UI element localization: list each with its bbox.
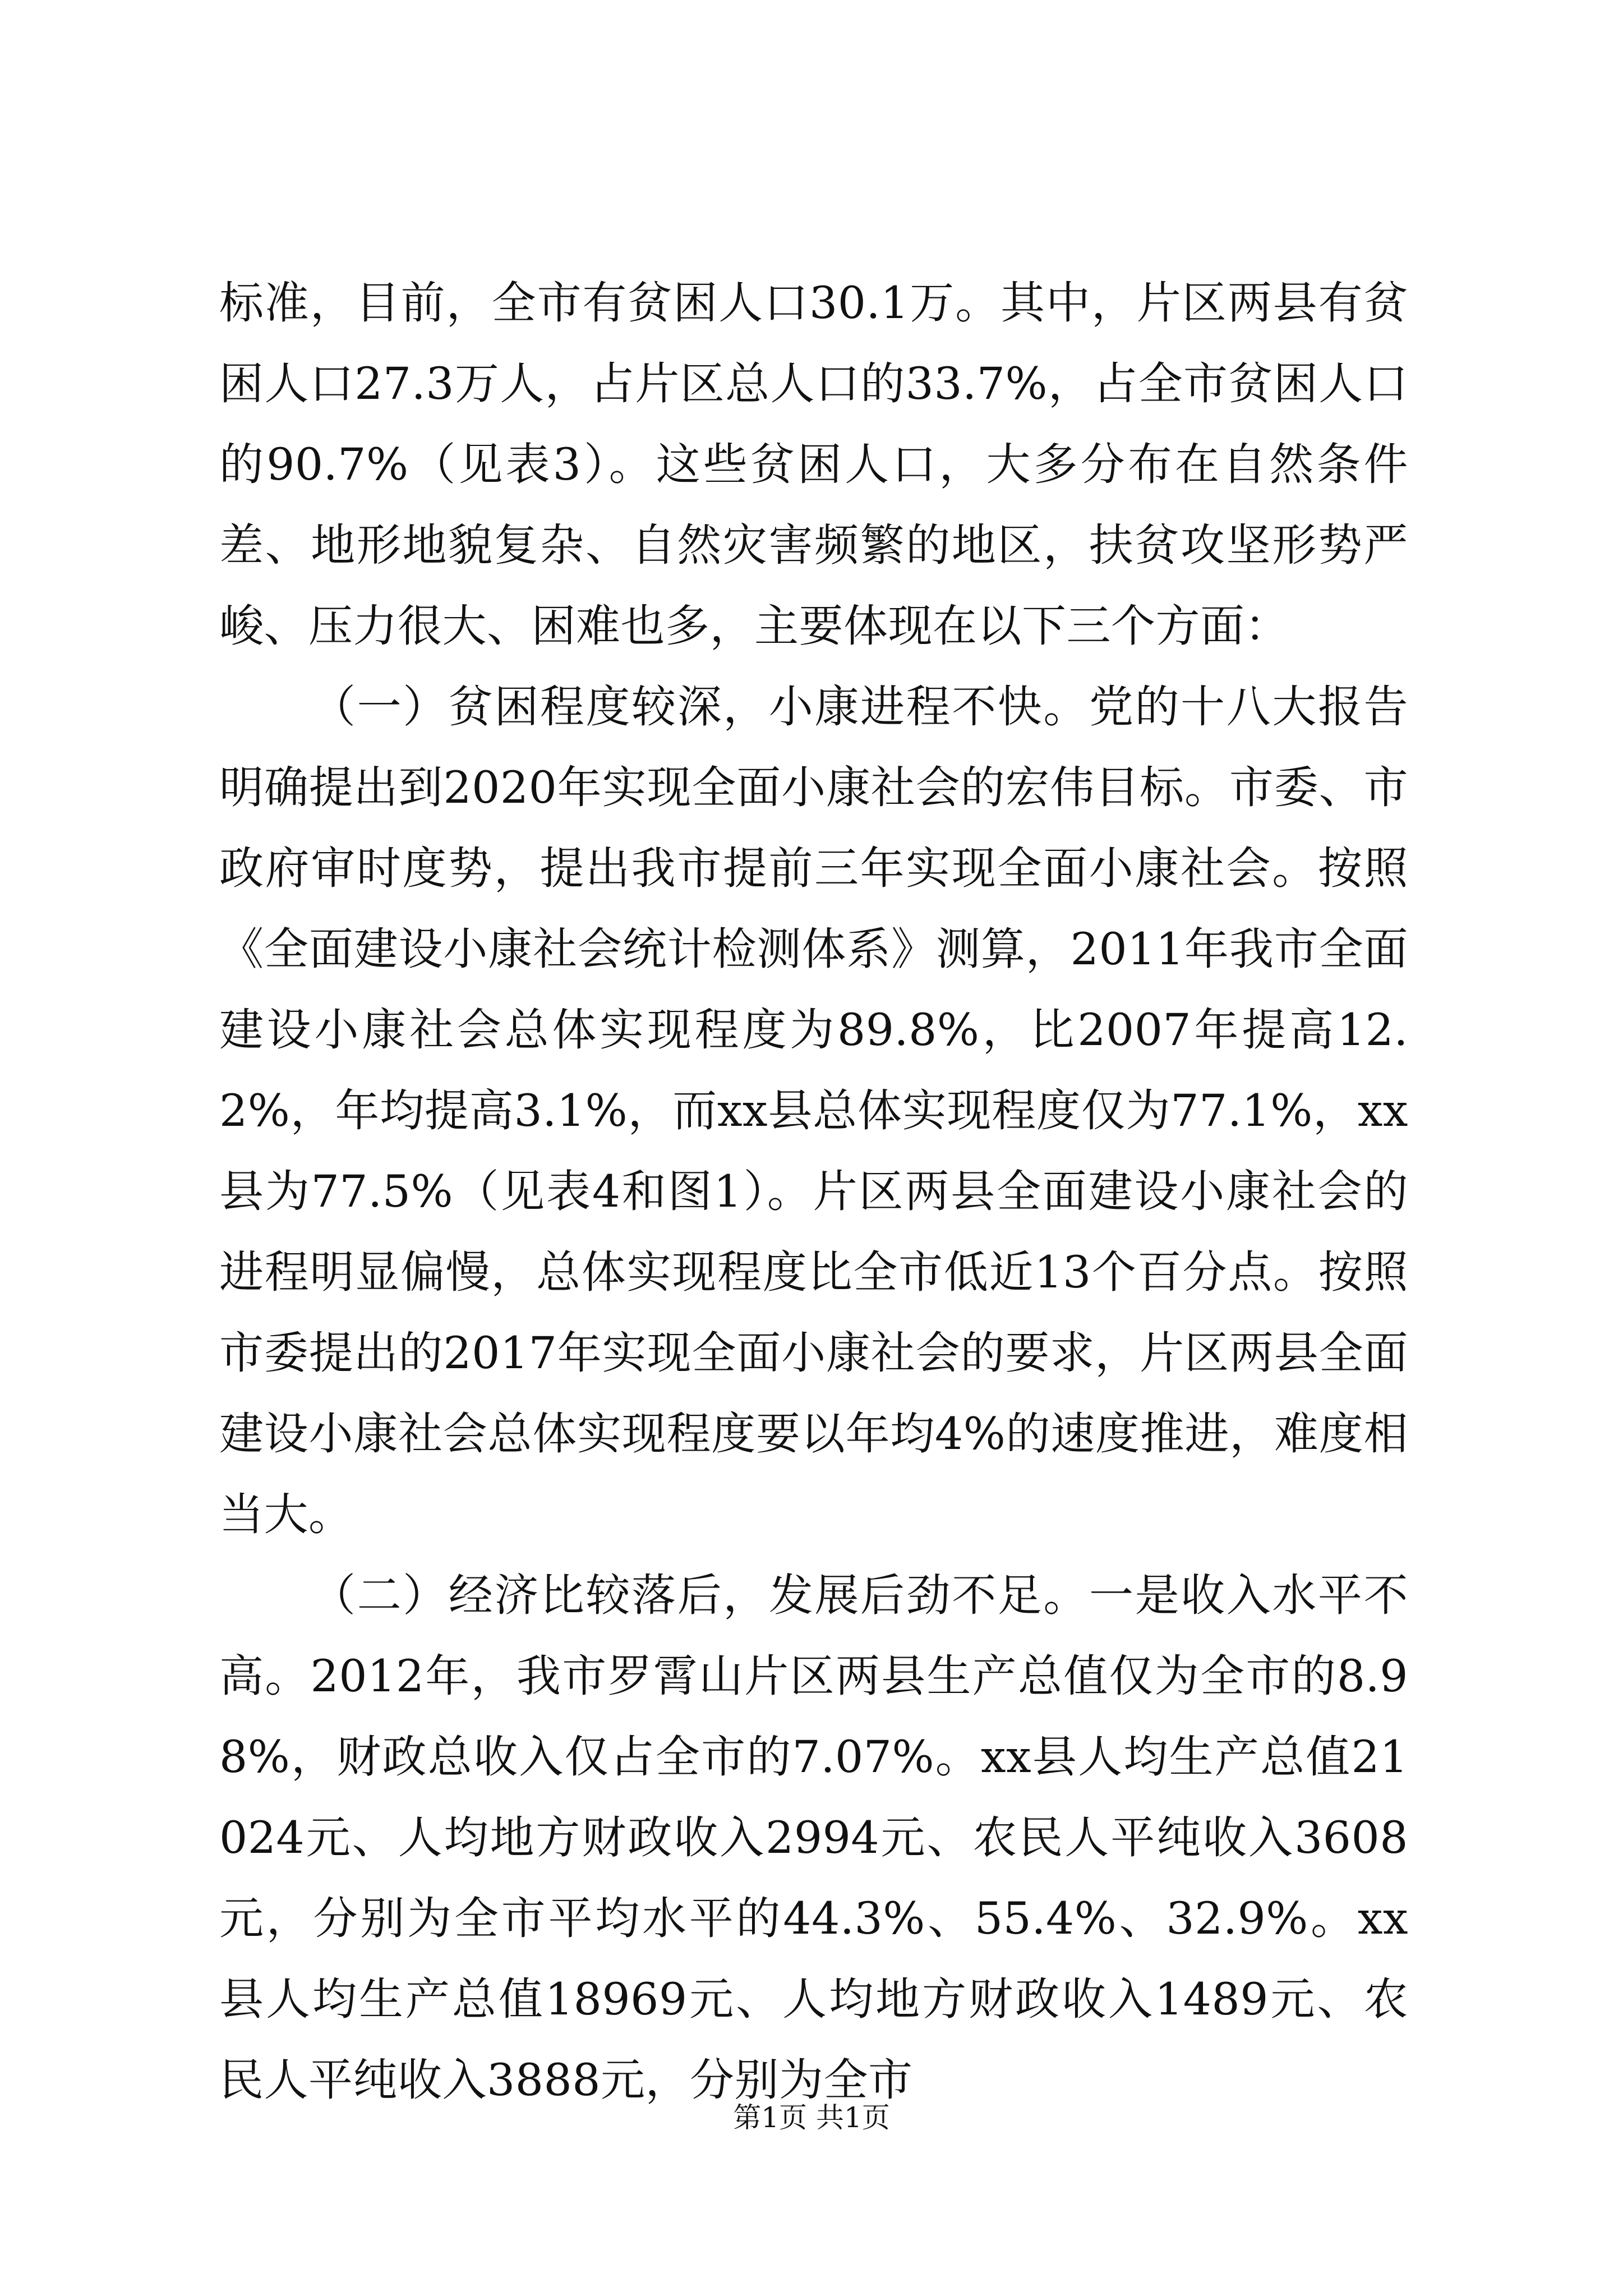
paragraph-section-one: （一）贫困程度较深，小康进程不快。党的十八大报告明确提出到2020年实现全面小康社会的宏伟目标。市委、市政府审时度势，提出我市提前三年实现全面小康社会。按照《全面建设小康社会统计检测体系》测算，2011年我市全面建设小康社会总体实现程度为89.8%，比2007年提高12.2%，年均提高3.1%，而xx县总体实现程度仅为77.1%，xx县为77.5%（见表4和图1）。片区两县全面建设小康社会的进程明显偏慢，总体实现程度比全市低近13个百分点。按照市委提出的2017年实现全面小康社会的要求，片区两县全面建设小康社会总体实现程度要以年均4%的速度推进，难度相当大。 xyxy=(219,681,1408,1540)
document-body xyxy=(219,263,1408,2120)
paragraph-section-two: （二）经济比较落后，发展后劲不足。一是收入水平不高。2012年，我市罗霄山片区两县生产总值仅为全市的8.98%，财政总收入仅占全市的7.07%。xx县人均生产总值21024元、人均地方财政收入2994元、农民人平纯收入3608元，分别为全市平均水平的44.3%、55.4%、32.9%。xx县人均生产总值18969元、人均地方财政收入1489元、农民人平纯收入3888元，分别为全市 xyxy=(219,1570,1408,2106)
paragraph-poverty-overview: 标准，目前，全市有贫困人口30.1万。其中，片区两县有贫困人口27.3万人，占片区总人口的33.7%，占全市贫困人口的90.7%（见表3）。这些贫困人口，大多分布在自然条件差、地形地貌复杂、自然灾害频繁的地区，扶贫攻坚形势严峻、压力很大、困难也多，主要体现在以下三个方面： xyxy=(219,277,1408,652)
page-footer xyxy=(0,2098,1623,2137)
page-number-label: 第1页 共1页 xyxy=(733,2101,890,2134)
